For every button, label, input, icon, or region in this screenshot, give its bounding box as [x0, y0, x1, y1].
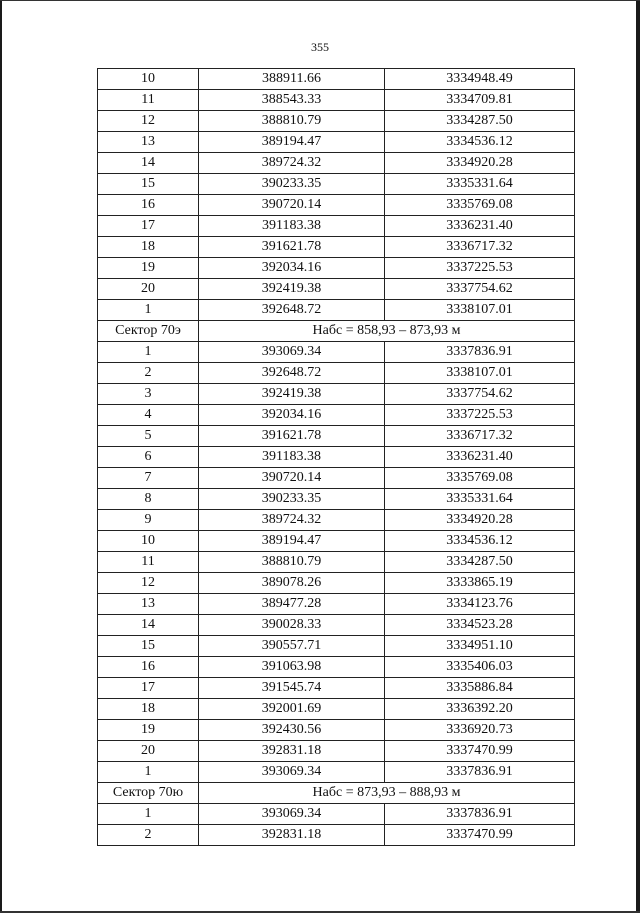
x-coordinate: 390028.33	[199, 615, 385, 636]
scan-border-right	[636, 0, 640, 913]
x-coordinate: 390720.14	[199, 468, 385, 489]
y-coordinate: 3337470.99	[385, 741, 575, 762]
y-coordinate: 3336717.32	[385, 426, 575, 447]
y-coordinate: 3334523.28	[385, 615, 575, 636]
y-coordinate: 3336920.73	[385, 720, 575, 741]
y-coordinate: 3337225.53	[385, 258, 575, 279]
y-coordinate: 3334287.50	[385, 552, 575, 573]
x-coordinate: 392648.72	[199, 300, 385, 321]
x-coordinate: 389724.32	[199, 510, 385, 531]
x-coordinate: 392034.16	[199, 405, 385, 426]
coordinates-table-body	[98, 69, 575, 846]
table-row	[98, 762, 575, 783]
point-number: 8	[98, 489, 199, 510]
table-row	[98, 69, 575, 90]
x-coordinate: 388911.66	[199, 69, 385, 90]
table-row	[98, 678, 575, 699]
table-row	[98, 384, 575, 405]
point-number: 14	[98, 615, 199, 636]
point-number: 2	[98, 363, 199, 384]
point-number: 7	[98, 468, 199, 489]
y-coordinate: 3334536.12	[385, 531, 575, 552]
y-coordinate: 3334948.49	[385, 69, 575, 90]
y-coordinate: 3337754.62	[385, 384, 575, 405]
x-coordinate: 393069.34	[199, 762, 385, 783]
point-number: 9	[98, 510, 199, 531]
point-number: 19	[98, 258, 199, 279]
y-coordinate: 3334536.12	[385, 132, 575, 153]
y-coordinate: 3334123.76	[385, 594, 575, 615]
x-coordinate: 393069.34	[199, 804, 385, 825]
point-number: 11	[98, 90, 199, 111]
point-number: 17	[98, 678, 199, 699]
x-coordinate: 389194.47	[199, 531, 385, 552]
table-row	[98, 426, 575, 447]
point-number: 12	[98, 111, 199, 132]
table-row	[98, 489, 575, 510]
y-coordinate: 3335769.08	[385, 195, 575, 216]
table-row	[98, 531, 575, 552]
point-number: 4	[98, 405, 199, 426]
table-row	[98, 405, 575, 426]
table-row	[98, 195, 575, 216]
table-row	[98, 699, 575, 720]
x-coordinate: 390233.35	[199, 489, 385, 510]
x-coordinate: 391183.38	[199, 447, 385, 468]
table-row	[98, 552, 575, 573]
y-coordinate: 3338107.01	[385, 363, 575, 384]
y-coordinate: 3336231.40	[385, 216, 575, 237]
sector-height-range: Набс = 873,93 – 888,93 м	[199, 783, 575, 804]
point-number: 16	[98, 657, 199, 678]
y-coordinate: 3337836.91	[385, 804, 575, 825]
point-number: 1	[98, 804, 199, 825]
y-coordinate: 3334287.50	[385, 111, 575, 132]
y-coordinate: 3338107.01	[385, 300, 575, 321]
table-row	[98, 468, 575, 489]
x-coordinate: 388810.79	[199, 111, 385, 132]
table-row	[98, 510, 575, 531]
table-row	[98, 132, 575, 153]
point-number: 12	[98, 573, 199, 594]
table-row	[98, 237, 575, 258]
x-coordinate: 393069.34	[199, 342, 385, 363]
point-number: 10	[98, 531, 199, 552]
y-coordinate: 3336231.40	[385, 447, 575, 468]
point-number: 3	[98, 384, 199, 405]
point-number: 16	[98, 195, 199, 216]
point-number: 14	[98, 153, 199, 174]
table-row	[98, 111, 575, 132]
table-row	[98, 153, 575, 174]
y-coordinate: 3337836.91	[385, 762, 575, 783]
table-row	[98, 279, 575, 300]
x-coordinate: 392419.38	[199, 384, 385, 405]
sector-name: Сектор 70ю	[98, 783, 199, 804]
y-coordinate: 3337754.62	[385, 279, 575, 300]
point-number: 13	[98, 132, 199, 153]
y-coordinate: 3334951.10	[385, 636, 575, 657]
x-coordinate: 389724.32	[199, 153, 385, 174]
point-number: 10	[98, 69, 199, 90]
x-coordinate: 391063.98	[199, 657, 385, 678]
y-coordinate: 3336717.32	[385, 237, 575, 258]
point-number: 13	[98, 594, 199, 615]
x-coordinate: 389194.47	[199, 132, 385, 153]
point-number: 1	[98, 762, 199, 783]
scan-border-top	[0, 0, 640, 1]
y-coordinate: 3337470.99	[385, 825, 575, 846]
x-coordinate: 392034.16	[199, 258, 385, 279]
y-coordinate: 3333865.19	[385, 573, 575, 594]
table-row	[98, 447, 575, 468]
point-number: 20	[98, 741, 199, 762]
table-row	[98, 615, 575, 636]
y-coordinate: 3335406.03	[385, 657, 575, 678]
table-row	[98, 594, 575, 615]
x-coordinate: 388810.79	[199, 552, 385, 573]
point-number: 18	[98, 237, 199, 258]
x-coordinate: 388543.33	[199, 90, 385, 111]
y-coordinate: 3337836.91	[385, 342, 575, 363]
y-coordinate: 3334920.28	[385, 510, 575, 531]
table-row	[98, 636, 575, 657]
point-number: 17	[98, 216, 199, 237]
x-coordinate: 391621.78	[199, 426, 385, 447]
x-coordinate: 392430.56	[199, 720, 385, 741]
table-row	[98, 258, 575, 279]
point-number: 15	[98, 174, 199, 195]
table-row	[98, 720, 575, 741]
point-number: 1	[98, 342, 199, 363]
x-coordinate: 392419.38	[199, 279, 385, 300]
table-row	[98, 657, 575, 678]
sector-header-row	[98, 783, 575, 804]
point-number: 20	[98, 279, 199, 300]
table-row	[98, 741, 575, 762]
x-coordinate: 392831.18	[199, 741, 385, 762]
y-coordinate: 3337225.53	[385, 405, 575, 426]
point-number: 15	[98, 636, 199, 657]
x-coordinate: 392831.18	[199, 825, 385, 846]
sector-name: Сектор 70э	[98, 321, 199, 342]
x-coordinate: 392001.69	[199, 699, 385, 720]
table-row	[98, 90, 575, 111]
coordinates-table	[97, 68, 575, 846]
point-number: 11	[98, 552, 199, 573]
x-coordinate: 389477.28	[199, 594, 385, 615]
table-row	[98, 573, 575, 594]
table-row	[98, 825, 575, 846]
y-coordinate: 3334709.81	[385, 90, 575, 111]
x-coordinate: 390720.14	[199, 195, 385, 216]
sector-header-row	[98, 321, 575, 342]
point-number: 18	[98, 699, 199, 720]
table-row	[98, 216, 575, 237]
point-number: 1	[98, 300, 199, 321]
point-number: 2	[98, 825, 199, 846]
table-row	[98, 174, 575, 195]
table-row	[98, 804, 575, 825]
x-coordinate: 391621.78	[199, 237, 385, 258]
y-coordinate: 3334920.28	[385, 153, 575, 174]
x-coordinate: 392648.72	[199, 363, 385, 384]
x-coordinate: 391183.38	[199, 216, 385, 237]
table-row	[98, 363, 575, 384]
x-coordinate: 389078.26	[199, 573, 385, 594]
x-coordinate: 390557.71	[199, 636, 385, 657]
y-coordinate: 3335331.64	[385, 174, 575, 195]
x-coordinate: 390233.35	[199, 174, 385, 195]
y-coordinate: 3335769.08	[385, 468, 575, 489]
y-coordinate: 3335886.84	[385, 678, 575, 699]
y-coordinate: 3335331.64	[385, 489, 575, 510]
sector-height-range: Набс = 858,93 – 873,93 м	[199, 321, 575, 342]
table-row	[98, 342, 575, 363]
y-coordinate: 3336392.20	[385, 699, 575, 720]
table-row	[98, 300, 575, 321]
x-coordinate: 391545.74	[199, 678, 385, 699]
point-number: 6	[98, 447, 199, 468]
point-number: 5	[98, 426, 199, 447]
scan-border-left	[0, 0, 2, 913]
point-number: 19	[98, 720, 199, 741]
page-number: 355	[311, 40, 329, 54]
